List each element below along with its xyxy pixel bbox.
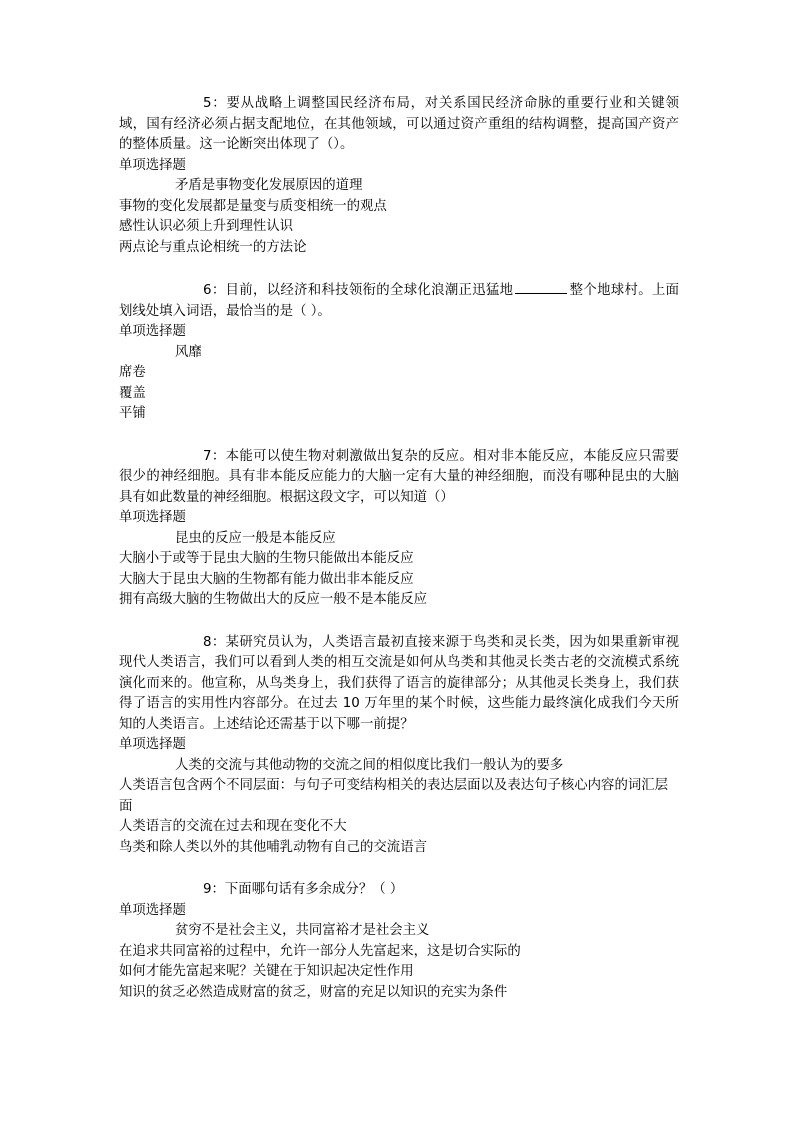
option-a: 贫穷不是社会主义，共同富裕才是社会主义 — [175, 923, 430, 938]
option-a: 风靡 — [175, 344, 202, 360]
question-text: 9：下面哪句话有多余成分？（ ） — [203, 882, 404, 897]
question-8 — [119, 633, 679, 859]
option-d: 拥有高级大脑的生物做出大的反应一般不是本能反应 — [119, 592, 427, 607]
question-type-label: 单项选择题 — [119, 157, 186, 173]
question-text: 7：本能可以使生物对刺激做出复杂的反应。相对非本能反应，本能反应只需要很少的神经细胞。具有非本能反应能力的大脑一定有大量的神经细胞，而没有哪种昆虫的大脑具有如此数量的神经细胞。根据这段文字，可以知道（） — [119, 448, 679, 505]
question-9 — [119, 880, 679, 1003]
option-c: 感性认识必须上升到理性认识 — [119, 219, 294, 234]
option-d: 知识的贫乏必然造成财富的贫乏，财富的充足以知识的充实为条件 — [119, 984, 508, 1000]
question-text: 5：要从战略上调整国民经济布局，对关系国民经济命脉的重要行业和关键领域，国有经济必须占据支配地位，在其他领域，可以通过资产重组的结构调整，提高国产资产的整体质量。这一论断突出体现了（）。 — [119, 96, 679, 152]
question-type-label: 单项选择题 — [119, 324, 186, 339]
option-d: 平铺 — [119, 406, 146, 421]
question-text: 8：某研究员认为，人类语言最初直接来源于鸟类和灵长类，因为如果重新审视现代人类语言，我们可以看到人类的相互交流是如何从鸟类和其他灵长类古老的交流模式系统演化而来的。他宣称，从鸟类身上，我们获得了语言的旋律部分；从其他灵长类身上，我们获得了语言的实用性内容部分。在过去 10 万年里的某个时候，这些能力最终演化成我们今天所知的人类语言。上述结论还需基于以下哪一前提？ — [119, 634, 679, 732]
question-text-before: 6：目前，以经济和科技领衔的全球化浪潮正迅猛地 — [203, 283, 514, 298]
option-b: 席卷 — [119, 365, 146, 380]
fill-in-blank — [515, 280, 567, 294]
document-page — [119, 94, 679, 1025]
option-b: 大脑小于或等于昆虫大脑的生物只能做出本能反应 — [119, 551, 414, 566]
option-a: 矛盾是事物变化发展原因的道理 — [175, 178, 363, 193]
option-a: 人类的交流与其他动物的交流之间的相似度比我们一般认为的要多 — [175, 757, 564, 773]
option-b: 事物的变化发展都是量变与质变相统一的观点 — [119, 198, 387, 214]
question-6 — [119, 280, 679, 425]
option-d: 两点论与重点论相统一的方法论 — [119, 239, 307, 255]
option-a: 昆虫的反应一般是本能反应 — [175, 530, 336, 546]
question-text-after: 整个地球村。上面划线处填入词语，最恰当的是（ ）。 — [119, 283, 679, 319]
question-type-label: 单项选择题 — [119, 737, 186, 752]
question-7 — [119, 447, 679, 611]
option-c: 大脑大于昆虫大脑的生物都有能力做出非本能反应 — [119, 571, 414, 587]
question-type-label: 单项选择题 — [119, 510, 186, 525]
option-b: 人类语言包含两个不同层面：与句子可变结构相关的表达层面以及表达句子核心内容的词汇层面 — [119, 778, 669, 814]
option-d: 鸟类和除人类以外的其他哺乳动物有自己的交流语言 — [119, 839, 427, 855]
option-c: 人类语言的交流在过去和现在变化不大 — [119, 819, 347, 834]
question-text — [119, 280, 679, 322]
question-type-label: 单项选择题 — [119, 902, 186, 918]
option-b: 在追求共同富裕的过程中，允许一部分人先富起来，这是切合实际的 — [119, 943, 521, 959]
option-c: 覆盖 — [119, 385, 146, 401]
option-c: 如何才能先富起来呢？关键在于知识起决定性作用 — [119, 964, 414, 979]
question-5 — [119, 94, 679, 258]
